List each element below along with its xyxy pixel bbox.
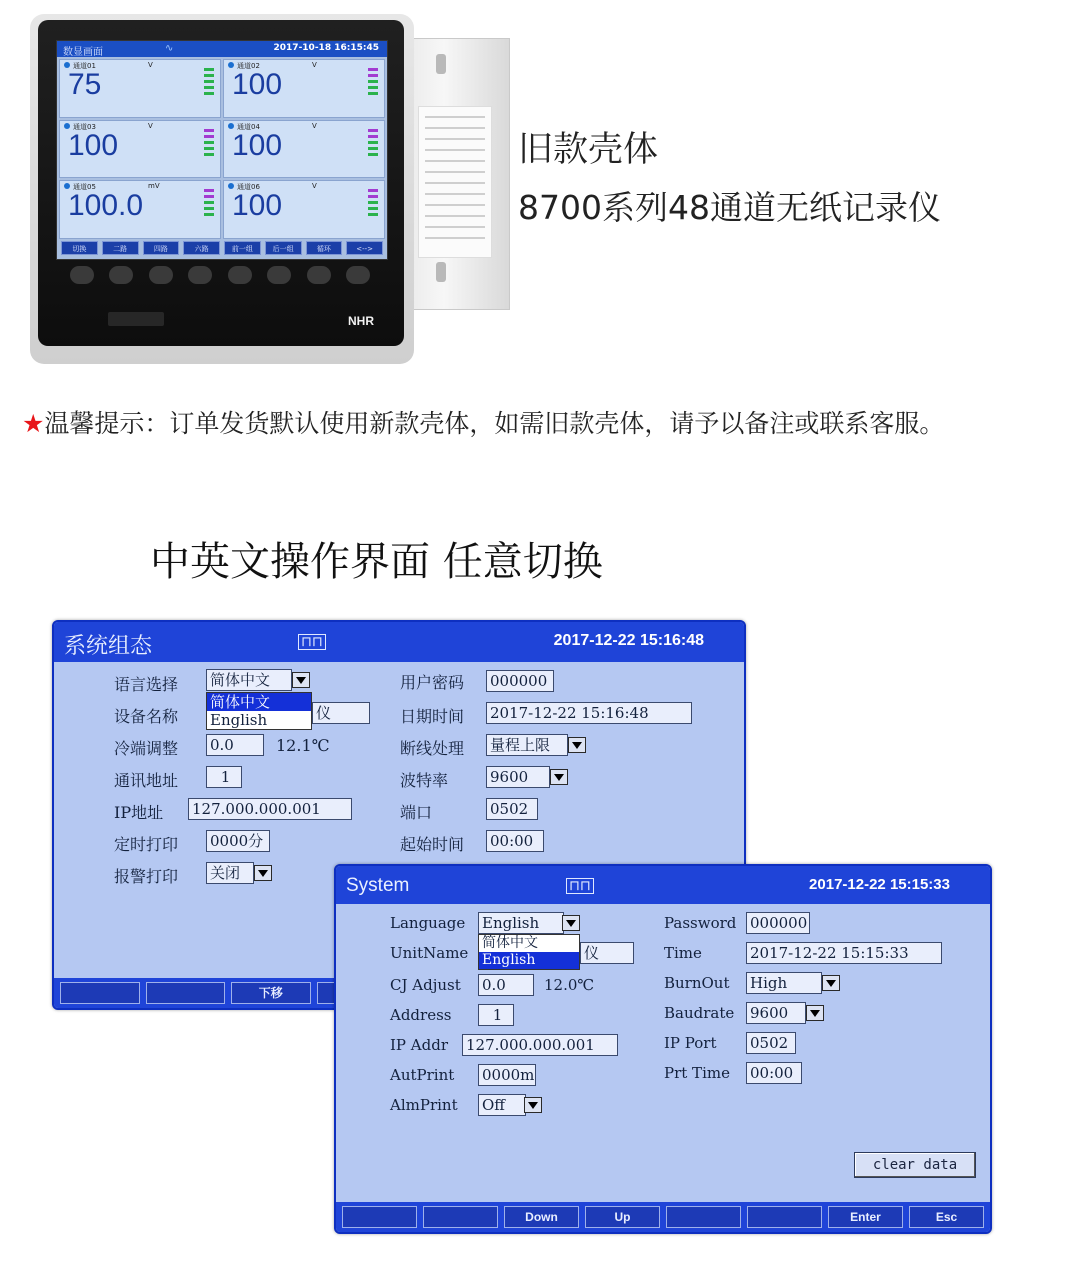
address-input[interactable]: 1: [478, 1004, 514, 1026]
hardware-key[interactable]: [267, 266, 291, 284]
channel-label: 通道03: [73, 122, 96, 131]
language-menu: [478, 934, 580, 970]
softkey[interactable]: 四路: [143, 241, 180, 255]
unit-name-input[interactable]: 仪: [580, 942, 634, 964]
channel-value: 100: [232, 128, 283, 162]
prt-time-input[interactable]: 00:00: [746, 1062, 802, 1084]
channel-label: 通道01: [73, 62, 96, 70]
device-bezel: [30, 14, 414, 364]
port-input[interactable]: 0502: [486, 798, 538, 820]
enter-button[interactable]: Enter: [828, 1206, 903, 1228]
en-panel-datetime: 2017-12-22 15:15:33: [809, 876, 950, 893]
channel-grid: [59, 59, 385, 239]
hardware-key[interactable]: [346, 266, 370, 284]
mount-bolt: [436, 262, 446, 282]
pulse-icon: ⊓⊓: [298, 634, 326, 650]
level-bars: [204, 68, 214, 98]
signal-icon: ∿: [165, 43, 174, 54]
channel-cell: [223, 180, 385, 239]
alarm-print-select[interactable]: 关闭: [206, 862, 254, 884]
hardware-key[interactable]: [307, 266, 331, 284]
esc-button[interactable]: Esc: [909, 1206, 984, 1228]
timer-print-input[interactable]: 0000分: [206, 830, 270, 852]
password-label: 用户密码: [400, 673, 465, 692]
chevron-down-icon[interactable]: [822, 975, 840, 991]
channel-unit: V: [148, 61, 153, 69]
hardware-key[interactable]: [70, 266, 94, 284]
channel-unit: mV: [148, 182, 160, 191]
port-label: IP Port: [664, 1034, 717, 1052]
start-time-input[interactable]: 00:00: [486, 830, 544, 852]
channel-value: 100: [68, 128, 119, 162]
baudrate-select[interactable]: 9600: [746, 1002, 806, 1024]
softkey[interactable]: <-->: [346, 241, 383, 255]
footer-button[interactable]: [423, 1206, 498, 1228]
ip-label: IP Addr: [390, 1036, 448, 1054]
section-title: 中英文操作界面 任意切换: [150, 539, 603, 585]
cn-panel-header: [54, 622, 744, 662]
language-select[interactable]: 简体中文: [206, 669, 292, 691]
burnout-label: 断线处理: [400, 739, 465, 758]
ip-label: IP地址: [114, 803, 164, 822]
password-input[interactable]: 000000: [486, 670, 554, 692]
address-label: 通讯地址: [114, 771, 179, 790]
device-screen: [56, 40, 388, 260]
channel-unit: V: [312, 61, 317, 69]
address-input[interactable]: 1: [206, 766, 242, 788]
baudrate-select[interactable]: 9600: [486, 766, 550, 788]
softkey[interactable]: 切换: [61, 241, 98, 255]
clear-data-button[interactable]: clear data: [854, 1152, 976, 1178]
cj-adjust-input[interactable]: 0.0: [478, 974, 534, 996]
language-select[interactable]: English: [478, 912, 564, 934]
pulse-icon: ⊓⊓: [566, 878, 594, 894]
channel-unit: V: [312, 121, 317, 130]
address-label: Address: [390, 1006, 452, 1024]
start-time-label: 起始时间: [400, 835, 465, 854]
channel-value: 100: [232, 189, 283, 223]
level-bars: [368, 189, 378, 219]
screen-datetime: 2017-10-18 16:15:45: [273, 43, 379, 53]
datetime-label: 日期时间: [400, 707, 465, 726]
port-input[interactable]: 0502: [746, 1032, 796, 1054]
cj-adjust-label: CJ Adjust: [390, 976, 461, 994]
en-panel-title: System: [346, 875, 410, 896]
screen-title: 数显画面: [63, 47, 103, 58]
down-button[interactable]: Down: [504, 1206, 579, 1228]
chevron-down-icon[interactable]: [562, 915, 580, 931]
footer-button[interactable]: [342, 1206, 417, 1228]
cj-temperature: 12.1℃: [276, 736, 330, 755]
device-name-input[interactable]: 仪: [312, 702, 370, 724]
en-footer-bar: [336, 1202, 990, 1232]
level-bars: [204, 189, 214, 219]
up-button[interactable]: Up: [585, 1206, 660, 1228]
hardware-key[interactable]: [188, 266, 212, 284]
brand-logo: NHR: [348, 314, 374, 328]
notice: [22, 404, 944, 440]
device-spec-label: [418, 106, 492, 258]
cj-temperature: 12.0℃: [544, 976, 595, 994]
password-input[interactable]: 000000: [746, 912, 810, 934]
channel-cell: [59, 120, 221, 179]
channel-label: 通道06: [237, 183, 260, 192]
device-face: [38, 20, 404, 346]
alm-print-label: AlmPrint: [390, 1096, 458, 1114]
hardware-key[interactable]: [228, 266, 252, 284]
aut-print-input[interactable]: 0000m: [478, 1064, 536, 1086]
usb-slot: [108, 312, 164, 326]
prt-time-label: Prt Time: [664, 1064, 730, 1082]
footer-button[interactable]: [666, 1206, 741, 1228]
star-icon: ★: [22, 409, 45, 438]
level-bars: [368, 68, 378, 98]
password-label: Password: [664, 914, 737, 932]
screen-header: [57, 41, 387, 57]
footer-button[interactable]: 下移: [231, 982, 311, 1004]
chevron-down-icon[interactable]: [524, 1097, 542, 1113]
chevron-down-icon[interactable]: [806, 1005, 824, 1021]
alarm-print-label: 报警打印: [114, 867, 179, 886]
channel-unit: V: [312, 182, 317, 191]
baudrate-label: 波特率: [400, 771, 449, 790]
language-option[interactable]: 简体中文: [482, 935, 538, 951]
burnout-select[interactable]: 量程上限: [486, 734, 568, 756]
channel-label: 通道05: [73, 183, 96, 192]
chevron-down-icon[interactable]: [568, 737, 586, 753]
timer-print-label: 定时打印: [114, 835, 179, 854]
chevron-down-icon[interactable]: [254, 865, 272, 881]
level-bars: [368, 129, 378, 159]
language-menu: [206, 692, 312, 730]
channel-cell: [59, 180, 221, 239]
language-label: Language: [390, 914, 466, 932]
level-bars: [204, 129, 214, 159]
ip-input[interactable]: 127.000.000.001: [462, 1034, 618, 1056]
old-housing-subtitle: 8700系列48通道无纸记录仪: [518, 188, 941, 227]
language-label: 语言选择: [114, 675, 179, 694]
softkey[interactable]: 循环: [306, 241, 343, 255]
hardware-key[interactable]: [109, 266, 133, 284]
channel-cell: [223, 120, 385, 179]
chevron-down-icon[interactable]: [550, 769, 568, 785]
softkey[interactable]: 前一组: [224, 241, 261, 255]
en-config-panel: [334, 864, 992, 1234]
time-label: Time: [664, 944, 702, 962]
mount-bolt: [436, 54, 446, 74]
footer-button[interactable]: [747, 1206, 822, 1228]
channel-label: 通道04: [237, 122, 260, 131]
channel-value: 100.0: [68, 189, 144, 223]
unit-name-label: UnitName: [390, 944, 469, 962]
cj-adjust-input[interactable]: 0.0: [206, 734, 264, 756]
en-panel-header: [336, 866, 990, 904]
channel-cell: [223, 59, 385, 118]
datetime-input[interactable]: 2017-12-22 15:16:48: [486, 702, 692, 724]
notice-text: 温馨提示：订单发货默认使用新款壳体，如需旧款壳体，请予以备注或联系客服。: [44, 409, 945, 438]
aut-print-label: AutPrint: [390, 1066, 455, 1084]
softkey[interactable]: 后一组: [265, 241, 302, 255]
cn-panel-datetime: 2017-12-22 15:16:48: [553, 632, 704, 649]
channel-cell: [59, 59, 221, 118]
burnout-label: BurnOut: [664, 974, 730, 992]
burnout-select[interactable]: High: [746, 972, 822, 994]
footer-button[interactable]: [60, 982, 140, 1004]
chevron-down-icon[interactable]: [292, 672, 310, 688]
screen-softkeys: [61, 241, 383, 255]
language-option[interactable]: 简体中文: [207, 693, 311, 711]
language-option[interactable]: English: [210, 711, 268, 729]
baudrate-label: Baudrate: [664, 1004, 735, 1022]
language-option[interactable]: English: [479, 952, 579, 969]
recorder-device: [30, 14, 420, 364]
softkey[interactable]: 六路: [183, 241, 220, 255]
footer-button[interactable]: [146, 982, 226, 1004]
channel-unit: V: [148, 121, 153, 130]
softkey[interactable]: 二路: [102, 241, 139, 255]
hardware-key[interactable]: [149, 266, 173, 284]
port-label: 端口: [400, 803, 433, 822]
channel-value: 100: [232, 68, 283, 101]
device-name-label: 设备名称: [114, 707, 179, 726]
time-input[interactable]: 2017-12-22 15:15:33: [746, 942, 942, 964]
channel-label: 通道02: [237, 62, 260, 70]
old-housing-title: 旧款壳体: [518, 130, 659, 170]
cn-panel-title: 系统组态: [64, 634, 153, 659]
cj-adjust-label: 冷端调整: [114, 739, 179, 758]
channel-value: 75: [68, 68, 102, 101]
ip-input[interactable]: 127.000.000.001: [188, 798, 352, 820]
hardware-keys: [70, 266, 370, 284]
alm-print-select[interactable]: Off: [478, 1094, 526, 1116]
